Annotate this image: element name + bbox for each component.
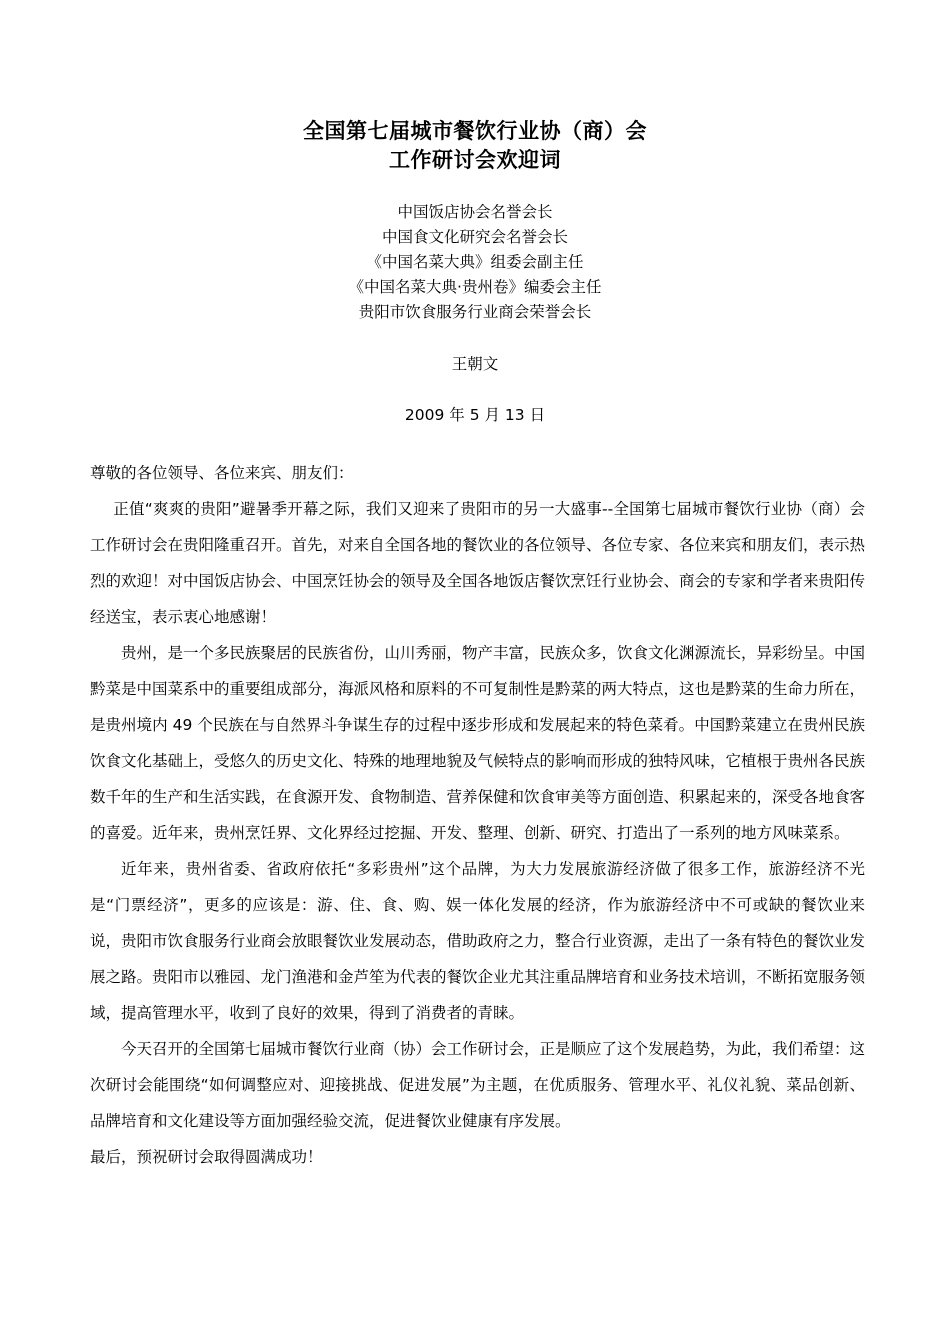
paragraph-2: 贵州，是一个多民族聚居的民族省份，山川秀丽，物产丰富，民族众多，饮食文化渊源流长，异彩纷呈。中国黔菜是中国菜系中的重要组成部分，海派风格和原料的不可复制性是黔菜的两大特点，这也是黔菜的生命力所在，是贵州境内 49 个民族在与自然界斗争谋生存的过程中逐步形成和发展起来的特色菜肴。中国黔菜建立在贵州民族饮食文化基础上，受悠久的历史文化、特殊的地理地貌及气候特点的影响而形成的独特风味，它植根于贵州各民族数千年的生产和生活实践，在食源开发、食物制造、营养保健和饮食审美等方面创造、积累起来的，深受各地食客的喜爱。近年来，贵州烹饪界、文化界经过挖掘、开发、整理、创新、研究、打造出了一系列的地方风味菜系。 [90, 644, 866, 842]
document-title-line-2: 工作研讨会欢迎词 [389, 148, 561, 172]
document-body [90, 455, 865, 1175]
author-name: 王朝文 [451, 355, 499, 373]
speaker-title-4: 《中国名菜大典·贵州卷》编委会主任 [348, 278, 602, 296]
speaker-title-3: 《中国名菜大典》组委会副主任 [366, 253, 584, 271]
salutation: 尊敬的各位领导、各位来宾、朋友们： [90, 464, 354, 482]
speaker-title-5: 贵阳市饮食服务行业商会荣誉会长 [358, 303, 592, 321]
paragraph-4: 今天召开的全国第七届城市餐饮行业商（协）会工作研讨会，正是顺应了这个发展趋势，为此，我们希望：这次研讨会能围绕“如何调整应对、迎接挑战、促进发展”为主题，在优质服务、管理水平、礼仪礼貌、菜品创新、品牌培育和文化建设等方面加强经验交流，促进餐饮业健康有序发展。 [90, 1040, 866, 1130]
document-title-line-1: 全国第七届城市餐饮行业协（商）会 [303, 119, 647, 143]
paragraph-3: 近年来，贵州省委、省政府依托“多彩贵州”这个品牌，为大力发展旅游经济做了很多工作，旅游经济不光是“门票经济”，更多的应该是：游、住、食、购、娱一体化发展的经济，作为旅游经济中不可或缺的餐饮业来说，贵阳市饮食服务行业商会放眼餐饮业发展动态，借助政府之力，整合行业资源，走出了一条有特色的餐饮业发展之路。贵阳市以雅园、龙门渔港和金芦笙为代表的餐饮企业尤其注重品牌培育和业务技术培训，不断拓宽服务领域，提高管理水平，收到了良好的效果，得到了消费者的青睐。 [90, 860, 866, 1022]
paragraph-1: 正值“爽爽的贵阳”避暑季开幕之际，我们又迎来了贵阳市的另一大盛事--全国第七届城市餐饮行业协（商）会工作研讨会在贵阳隆重召开。首先，对来自全国各地的餐饮业的各位领导、各位专家、各位来宾和朋友们，表示热烈的欢迎！对中国饭店协会、中国烹饪协会的领导及全国各地饭店餐饮烹饪行业协会、商会的专家和学者来贵阳传经送宝，表示衷心地感谢！ [90, 500, 866, 626]
speaker-title-2: 中国食文化研究会名誉会长 [381, 228, 568, 246]
document-date: 2009 年 5 月 13 日 [404, 406, 546, 424]
closing-line: 最后，预祝研讨会取得圆满成功！ [90, 1148, 323, 1166]
speaker-title-1: 中国饭店协会名誉会长 [397, 203, 553, 221]
